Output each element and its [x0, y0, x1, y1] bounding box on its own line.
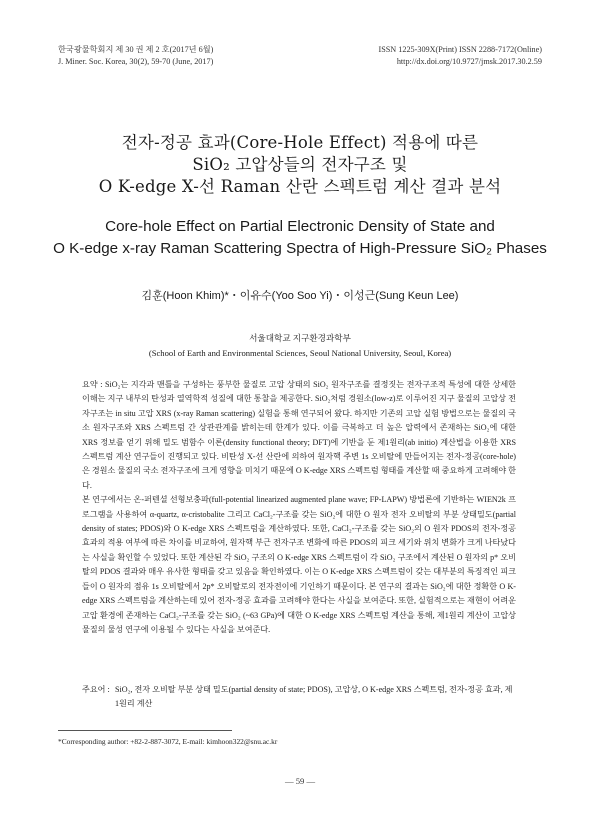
keywords-label: 주요어 :	[82, 685, 110, 694]
abstract-paragraph-2: 본 연구에서는 온-퍼텐셜 선형보충파(full-potential linearized augmented plane wave; FP-LAPW) 방법론에 기반하는 WIEN2k 프로그램을 사용하여 α-quartz, α-cristobalite 그리고 CaCl₂-구조를 갖는 SiO₂에 대한 O 원자 전자 오비탈의 부분 상태밀도(partial density of states; PDOS)와 O K-edge XRS 스펙트럼을 계산하였다. 또한, CaCl₂-구조를 갖는 SiO₂의 O 원자 PDOS의 전자-정공 효과의 적용 여부에 따른 차이를 비교하여, 원자핵 부근 전자구조 변화에 따른 PDOS의 피크 세기와 위치 변화가 크게 나타났다는 사실을 확인할 수 있었다. 또한 계산된 각 SiO₂ 구조의 O K-edge XRS 스펙트럼이 각 SiO₂ 구조에서 계산된 O 원자의 p* 오비탈의 PDOS 결과와 매우 유사한 형태를 갖고 있음을 확인하였다. 이는 O K-edge XRS 스펙트럼이 갖는 대부분의 특징적인 피크들이 O 원자의 점유 1s 오비탈에서 2p* 오비탈로의 전자전이에 기인하기 때문이다. 본 연구의 결과는 SiO₂에 대한 정확한 O K-edge XRS 스펙트럼을 계산하는데 있어 전자-정공 효과를 고려해야 한다는 사실을 보여준다. 또한, 실험적으로는 재현이 어려운 고압 환경에 존재하는 CaCl₂-구조를 갖는 SiO₂ (~63 GPa)에 대한 O K-edge XRS 스펙트럼 계산을 통해, 제1원리 계산이 고압상 물질의 물성 연구에 이용될 수 있다는 사실을 보여준다.	[82, 495, 516, 634]
journal-header-right	[378, 44, 542, 67]
journal-header-left	[58, 44, 213, 67]
affiliation	[40, 331, 560, 361]
abstract-label: 요약 :	[82, 380, 103, 389]
abstract-text-1: SiO₂는 지각과 맨틀을 구성하는 풍부한 물질로 고압 상태의 SiO₂ 원자구조를 결정짓는 전자구조적 특성에 대한 상세한 이해는 지구 내부의 탄성과 열역학적 성질에 대한 통찰을 제공한다. SiO₂처럼 경원소(low-z)로 이루어진 지구 물질의 고압상 전자구조는 in situ 고압 XRS (x-ray Raman scattering) 실험을 통해 연구되어 왔다. 하지만 기존의 고압 실험 방법으로는 물질의 국소 원자구조와 XRS 스펙트럼 간 상관관계를 밝히는데 한계가 있다. 이를 극복하고 더 높은 압력에서 존재하는 SiO₂에 대한 XRS 정보를 얻기 위해 밀도 범함수 이론(density functional theory; DFT)에 기반을 둔 제1원리(ab initio) 계산법을 이용한 XRS 스펙트럼 계산 연구들이 진행되고 있다. 비탄성 X-선 산란에 의하여 원자핵 주변 1s 오비탈에 만들어지는 전자-정공(core-hole)은 경원소 물질의 국소 전자구조에 크게 영향을 미치기 때문에 O K-edge XRS 스펙트럼 형태를 계산할 때 중요하게 고려해야 한다.	[82, 380, 516, 490]
affiliation-ko: 서울대학교 지구환경과학부	[249, 333, 351, 343]
author-list: 김훈(Hoon Khim)*・이유수(Yoo Soo Yi)・이성근(Sung Keun Lee)	[141, 290, 459, 302]
title-ko-line-2: SiO₂ 고압상들의 전자구조 및	[192, 155, 408, 174]
affiliation-en: (School of Earth and Environmental Sciences, Seoul National University, Seoul, Korea)	[148, 348, 452, 358]
abstract-paragraph-1	[82, 378, 516, 493]
corresponding-author-footnote: *Corresponding author: +82-2-887-3072, E-mail: kimhoon322@snu.ac.kr	[58, 737, 278, 746]
title-en-line-2: O K-edge x-ray Raman Scattering Spectra of High-Pressure SiO₂ Phases	[53, 240, 547, 257]
journal-name-en: J. Miner. Soc. Korea, 30(2), 59-70 (June, 2017)	[58, 56, 214, 66]
journal-name-ko: 한국광물학회지 제 30 권 제 2 호(2017년 6월)	[58, 45, 214, 54]
title-english	[40, 216, 560, 260]
title-ko-line-1: 전자-정공 효과(Core-Hole Effect) 적용에 따른	[121, 133, 479, 152]
page-number: ― 59 ―	[284, 776, 316, 786]
doi-link[interactable]: http://dx.doi.org/10.9727/jmsk.2017.30.2.59	[396, 56, 542, 66]
keywords-text: SiO₂, 전자 오비탈 부분 상태 밀도(partial density of state; PDOS), 고압상, O K-edge XRS 스펙트럼, 전자-정공 효과, 제1원리 계산	[115, 685, 513, 709]
issn-line: ISSN 1225-309X(Print) ISSN 2288-7172(Online)	[378, 45, 542, 54]
title-korean	[40, 132, 560, 198]
title-ko-line-3: O K-edge X-선 Raman 산란 스펙트럼 계산 결과 분석	[98, 177, 502, 196]
title-en-line-1: Core-hole Effect on Partial Electronic Density of State and	[105, 218, 495, 235]
keywords	[82, 683, 516, 712]
abstract	[82, 378, 516, 637]
footnote-divider	[58, 730, 232, 731]
